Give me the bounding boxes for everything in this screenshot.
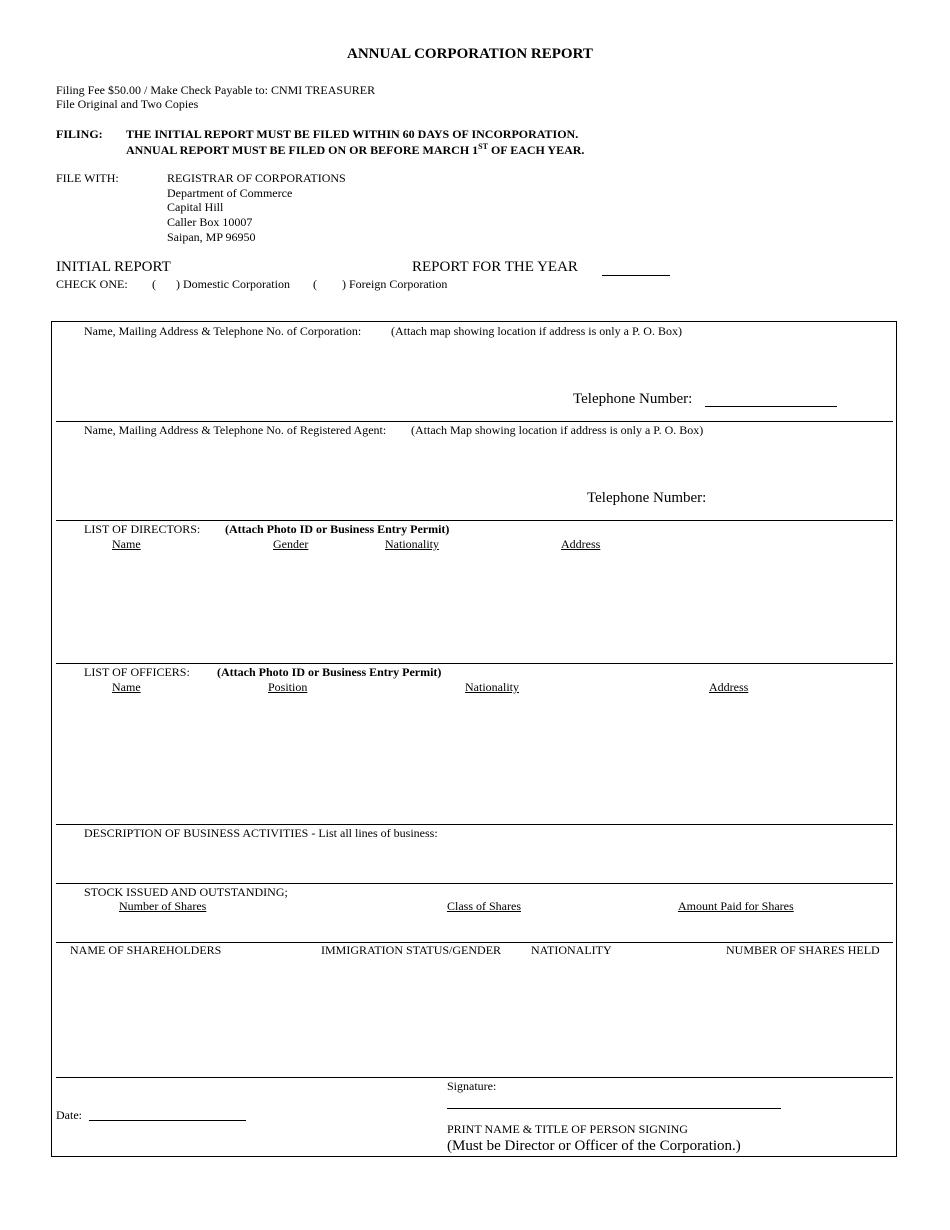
directors-note: (Attach Photo ID or Business Entry Permit) xyxy=(225,522,450,536)
directors-col-name: Name xyxy=(112,537,141,551)
directors-col-address: Address xyxy=(561,537,601,551)
copies-line: File Original and Two Copies xyxy=(56,97,199,111)
initial-report-label: INITIAL REPORT xyxy=(56,259,171,275)
corp-address-label: Name, Mailing Address & Telephone No. of Corporation: xyxy=(84,324,362,338)
divider xyxy=(56,1077,893,1078)
divider xyxy=(56,824,893,825)
officers-col-address: Address xyxy=(709,680,749,694)
officers-note: (Attach Photo ID or Business Entry Permit) xyxy=(217,665,442,679)
agent-address-note: (Attach Map showing location if address is only a P. O. Box) xyxy=(411,423,704,437)
capital-hill-line: Capital Hill xyxy=(167,200,224,214)
officers-col-name: Name xyxy=(112,680,141,694)
directors-col-nationality: Nationality xyxy=(385,537,439,551)
domestic-checkbox[interactable]: ( xyxy=(152,277,156,291)
filing-rule-2: ANNUAL REPORT MUST BE FILED ON OR BEFORE MARCH 1ST OF EACH YEAR. xyxy=(126,142,585,157)
shareholders-col-name: NAME OF SHAREHOLDERS xyxy=(70,943,222,957)
stock-col-number: Number of Shares xyxy=(119,899,207,913)
foreign-checkbox[interactable]: ( xyxy=(313,277,317,291)
agent-address-label: Name, Mailing Address & Telephone No. of Registered Agent: xyxy=(84,423,387,437)
directors-col-gender: Gender xyxy=(273,537,309,551)
stock-col-amount: Amount Paid for Shares xyxy=(678,899,794,913)
divider xyxy=(56,520,893,521)
agent-phone-label: Telephone Number: xyxy=(587,490,707,506)
stock-label: STOCK ISSUED AND OUTSTANDING; xyxy=(84,885,288,899)
shareholders-col-shares: NUMBER OF SHARES HELD xyxy=(726,943,880,957)
check-one-label: CHECK ONE: xyxy=(56,277,128,291)
filing-rule-1: THE INITIAL REPORT MUST BE FILED WITHIN 60 DAYS OF INCORPORATION. xyxy=(126,127,579,141)
officers-label: LIST OF OFFICERS: xyxy=(84,665,190,679)
officers-col-nationality: Nationality xyxy=(465,680,519,694)
signature-line[interactable] xyxy=(447,1108,781,1109)
city-line: Saipan, MP 96950 xyxy=(167,230,256,244)
caller-box-line: Caller Box 10007 xyxy=(167,215,253,229)
signature-label: Signature: xyxy=(447,1079,497,1093)
form-title: ANNUAL CORPORATION REPORT xyxy=(347,46,593,62)
officers-col-position: Position xyxy=(268,680,308,694)
shareholders-col-nationality: NATIONALITY xyxy=(531,943,612,957)
stock-col-class: Class of Shares xyxy=(447,899,521,913)
registrar-line: REGISTRAR OF CORPORATIONS xyxy=(167,171,346,185)
corp-phone-field[interactable] xyxy=(705,392,837,407)
filing-label: FILING: xyxy=(56,127,103,141)
corp-address-note: (Attach map showing location if address is only a P. O. Box) xyxy=(391,324,682,338)
domestic-label: ) Domestic Corporation xyxy=(176,277,290,291)
report-form-box xyxy=(51,321,897,1157)
must-be-note: (Must be Director or Officer of the Corporation.) xyxy=(447,1138,741,1154)
foreign-label: ) Foreign Corporation xyxy=(342,277,448,291)
print-name-label: PRINT NAME & TITLE OF PERSON SIGNING xyxy=(447,1122,688,1136)
divider xyxy=(56,421,893,422)
shareholders-col-immigration: IMMIGRATION STATUS/GENDER xyxy=(321,943,502,957)
date-label: Date: xyxy=(56,1108,82,1122)
divider xyxy=(56,663,893,664)
report-year-field[interactable] xyxy=(602,261,670,276)
divider xyxy=(56,883,893,884)
report-year-label: REPORT FOR THE YEAR xyxy=(412,259,578,275)
date-field[interactable] xyxy=(89,1107,246,1121)
directors-label: LIST OF DIRECTORS: xyxy=(84,522,201,536)
business-label: DESCRIPTION OF BUSINESS ACTIVITIES - List all lines of business: xyxy=(84,826,438,840)
department-line: Department of Commerce xyxy=(167,186,293,200)
filing-fee-line: Filing Fee $50.00 / Make Check Payable to: CNMI TREASURER xyxy=(56,83,376,97)
file-with-label: FILE WITH: xyxy=(56,171,119,185)
corp-phone-label: Telephone Number: xyxy=(573,391,693,407)
